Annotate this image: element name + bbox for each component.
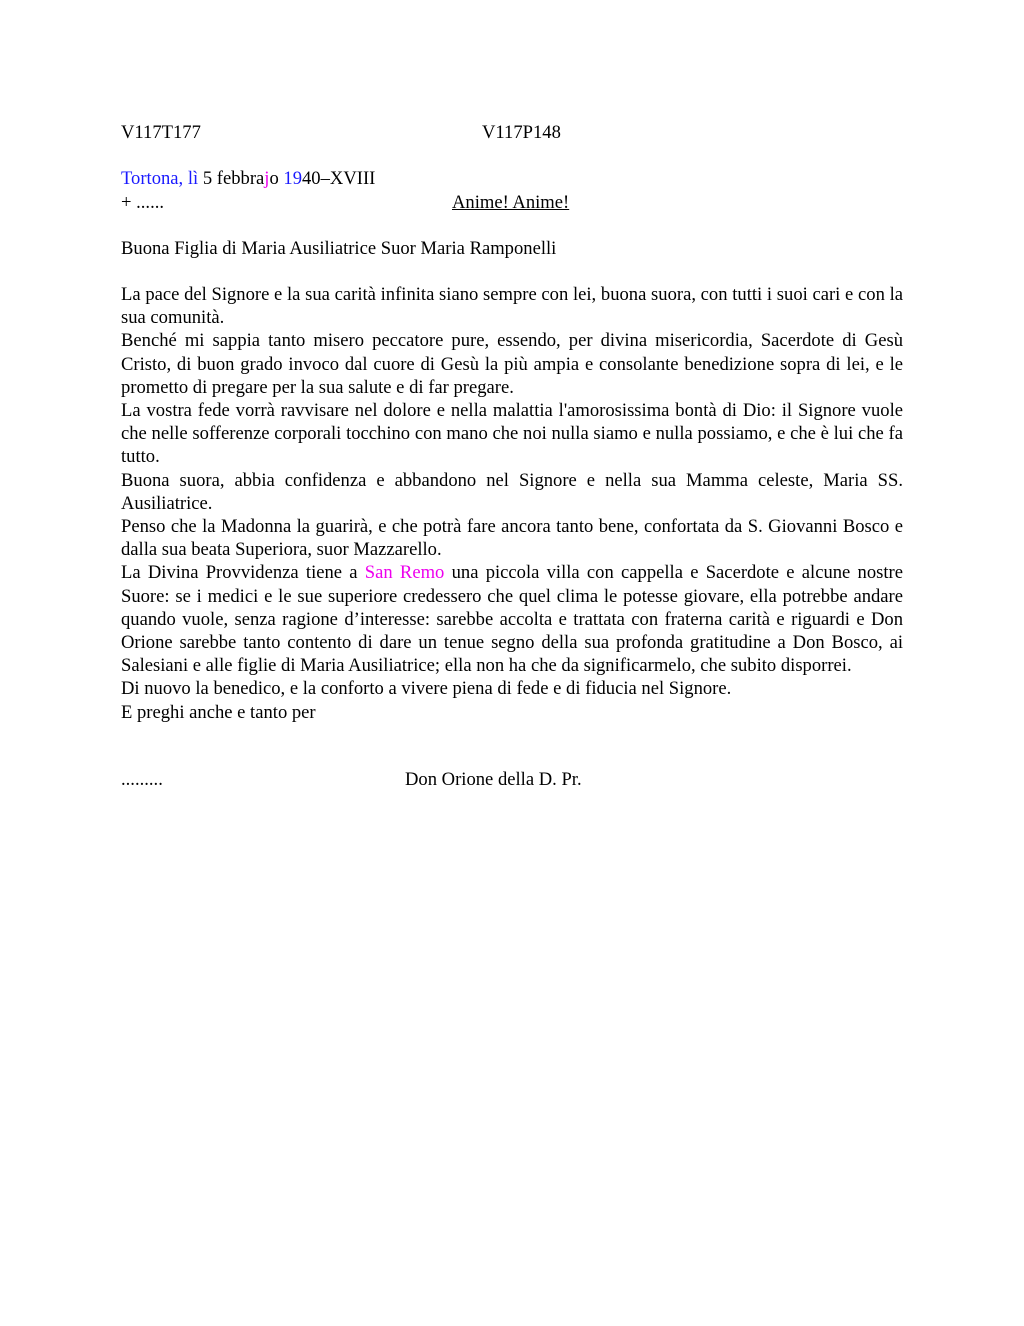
- document-ref-right: V117P148: [482, 122, 561, 143]
- greeting: Buona Figlia di Maria Ausiliatrice Suor Maria Ramponelli: [121, 238, 557, 259]
- document-ref-left: V117T177: [121, 122, 201, 143]
- villa-paragraph-after: una piccola villa con cappella e Sacerdote e alcune nostre Suore: se i medici e le sue superiore credessero che quel clima le potesse giovare, ella potrebbe andare quando vuole, senza ragione d’interesse: sarebbe accolta e trattata con fraterna carità e riguardi e Don Orione sarebbe tanto contento di dare un tenue segno della sua profonda gratitudine a Don Bosco, ai Salesiani e alle figlie di Maria Ausiliatrice; ella non ha che da significarmelo, che subito disporrei.: [121, 562, 903, 677]
- villa-paragraph-before: La Divina Provvidenza tiene a: [121, 562, 365, 584]
- paragraph: La pace del Signore e la sua carità infinita siano sempre con lei, buona suora, con tutti i suoi cari e con la sua comunità.: [121, 284, 903, 329]
- letter-body: [121, 283, 903, 724]
- closing-line: Di nuovo la benedico, e la conforto a vivere piena di fede e di fiducia nel Signore.: [121, 678, 732, 700]
- dateline-year-a: 19: [283, 168, 302, 189]
- villa-paragraph: [121, 561, 903, 677]
- paragraph: Buona suora, abbia confidenza e abbandono nel Signore e nella sua Mamma celeste, Maria SS. Ausiliatrice.: [121, 469, 903, 514]
- signature-dots: .........: [121, 769, 163, 790]
- dateline-date-b: o: [269, 168, 284, 189]
- signature: Don Orione della D. Pr.: [405, 769, 582, 790]
- closing-line: E preghi anche e tanto per: [121, 701, 316, 723]
- place-san-remo: San Remo: [364, 562, 445, 584]
- dateline-date-j: j: [264, 168, 270, 189]
- motto: Anime! Anime!: [452, 192, 570, 213]
- dateline-year-b: 40–XVIII: [302, 168, 376, 189]
- dateline-place: Tortona, lì: [121, 168, 199, 189]
- paragraph: Penso che la Madonna la guarirà, e che potrà fare ancora tanto bene, confortata da S. Giovanni Bosco e dalla sua beata Superiora, suor Mazzarello.: [121, 516, 903, 561]
- dateline-date-a: 5 febbra: [198, 168, 265, 189]
- paragraph: La vostra fede vorrà ravvisare nel dolore e nella malattia l'amorosissima bontà di Dio: il Signore vuole che nelle sofferenze corporali tocchino con mano che noi nulla siamo e nulla possiamo, e che è lui che fa tutto.: [121, 400, 903, 468]
- paragraph: Benché mi sappia tanto misero peccatore pure, essendo, per divina misericordia, Sacerdote di Gesù Cristo, di buon grado invoco dal cuore di Gesù la più ampia e consolante benedizione sopra di lei, e le prometto di pregare per la sua salute e di far pregare.: [121, 330, 903, 398]
- dateline: [121, 167, 375, 190]
- cross-line: + ......: [121, 192, 165, 213]
